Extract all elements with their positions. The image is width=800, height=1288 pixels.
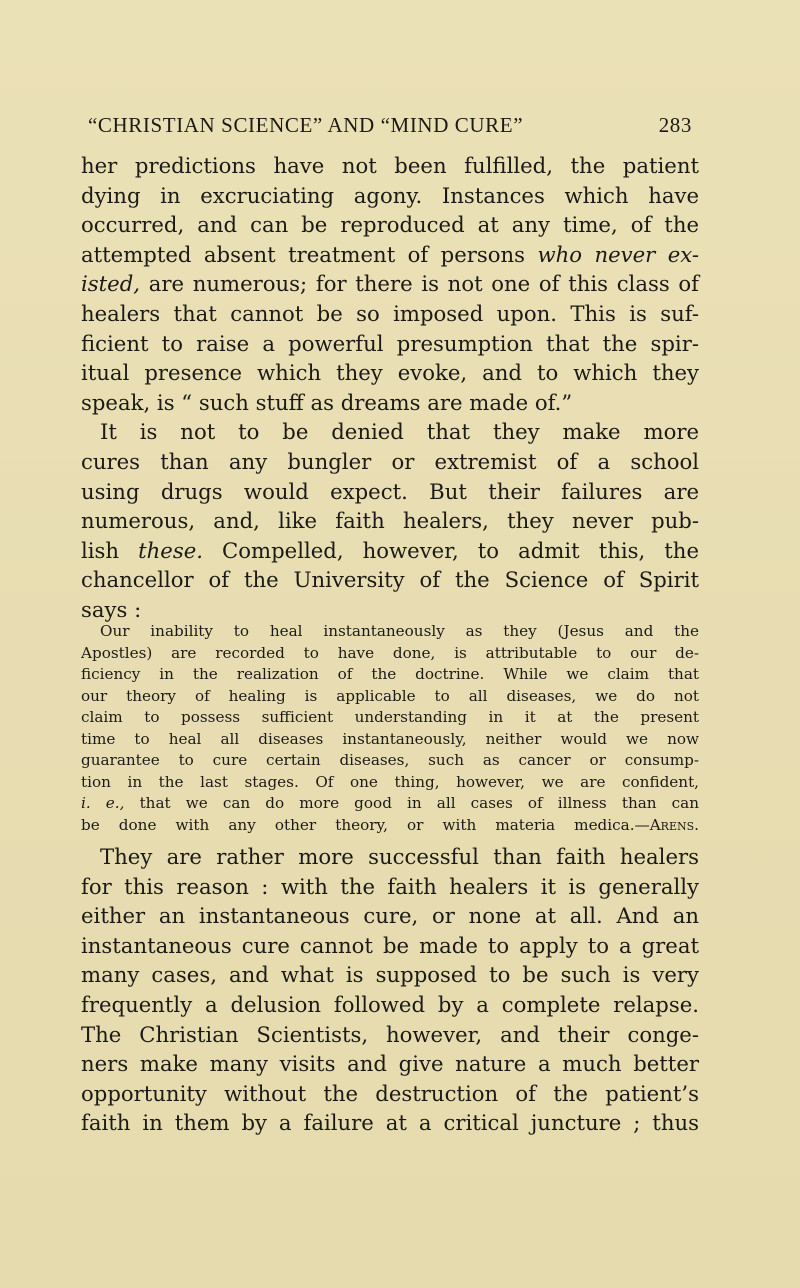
body-text-bottom bbox=[81, 842, 699, 1138]
text-line: speak, is “ such stuff as dreams are made of.” bbox=[81, 389, 573, 415]
quote-attribution: Arens. bbox=[649, 815, 699, 834]
text-line: instantaneous cure cannot be made to apply to a great bbox=[81, 932, 699, 958]
quote-line: Our inability to heal instantaneously as they (Jesus and the bbox=[100, 622, 699, 640]
text-line: They are rather more successful than faith healers bbox=[100, 844, 699, 869]
text-line: healers that cannot be so imposed upon. This is suf- bbox=[81, 300, 699, 326]
text-line: many cases, and what is supposed to be such is very bbox=[81, 962, 699, 988]
text-line: opportunity without the destruction of the patient’s bbox=[81, 1080, 699, 1106]
text-line: says : bbox=[81, 596, 142, 622]
text-line: her predictions have not been fulfilled, the patient bbox=[81, 153, 699, 178]
quote-line: claim to possess sufficient understanding in it at the present bbox=[81, 708, 699, 726]
quote-line: ficiency in the realization of the doctrine. While we claim that bbox=[81, 665, 699, 683]
emphasis-text: these. bbox=[138, 537, 203, 563]
text-line: ficient to raise a powerful presumption that the spir- bbox=[81, 330, 699, 356]
quote-line: our theory of healing is applicable to all diseases, we do not bbox=[81, 686, 699, 705]
quote-line: time to heal all diseases instantaneously, neither would we now bbox=[81, 729, 699, 748]
text-line: frequently a delusion followed by a complete relapse. bbox=[81, 991, 699, 1017]
text-line: occurred, and can be reproduced at any time, of the bbox=[81, 212, 699, 238]
running-title: “CHRISTIAN SCIENCE” AND “MIND CURE” bbox=[88, 113, 524, 137]
text-line: isted, are numerous; for there is not one of this class of bbox=[81, 271, 699, 297]
text-line: numerous, and, like faith healers, they never pub- bbox=[81, 508, 699, 534]
quote-line: guarantee to cure certain diseases, such as cancer or consump- bbox=[81, 751, 699, 769]
text-line: attempted absent treatment of persons who never ex- bbox=[81, 241, 699, 267]
text-line: lish these. Compelled, however, to admit this, the bbox=[81, 537, 699, 563]
text-line: ners make many visits and give nature a much better bbox=[81, 1051, 699, 1077]
emphasis-text: who never ex- bbox=[537, 241, 699, 267]
text-line: for this reason : with the faith healers it is generally bbox=[81, 873, 699, 899]
quote-line: i. e., that we can do more good in all cases of illness than can bbox=[81, 794, 700, 812]
text-line: either an instantaneous cure, or none at all. And an bbox=[81, 903, 699, 929]
text-line: It is not to be denied that they make more bbox=[100, 419, 699, 445]
text-line: itual presence which they evoke, and to which they bbox=[81, 360, 699, 386]
text-line: faith in them by a failure at a critical juncture ; thus bbox=[81, 1110, 699, 1136]
text-line: cures than any bungler or extremist of a school bbox=[81, 448, 699, 474]
text-line: chancellor of the University of the Science of Spirit bbox=[81, 567, 699, 593]
quote-line: tion in the last stages. Of one thing, however, we are confident, bbox=[81, 772, 699, 791]
text-line: using drugs would expect. But their failures are bbox=[81, 478, 699, 504]
page-number: 283 bbox=[658, 113, 692, 137]
quote-line: Apostles) are recorded to have done, is attributable to our de- bbox=[81, 643, 699, 662]
text-line: The Christian Scientists, however, and their conge- bbox=[81, 1021, 699, 1047]
emphasis-text: isted, bbox=[81, 271, 141, 297]
block-quotation bbox=[81, 621, 699, 836]
emphasis-text: i. e., bbox=[81, 794, 125, 812]
quote-line: be done with any other theory, or with materia medica.—Arens. bbox=[81, 815, 699, 834]
body-text-top bbox=[81, 151, 699, 625]
text-line: dying in excruciating agony. Instances which have bbox=[81, 182, 699, 208]
